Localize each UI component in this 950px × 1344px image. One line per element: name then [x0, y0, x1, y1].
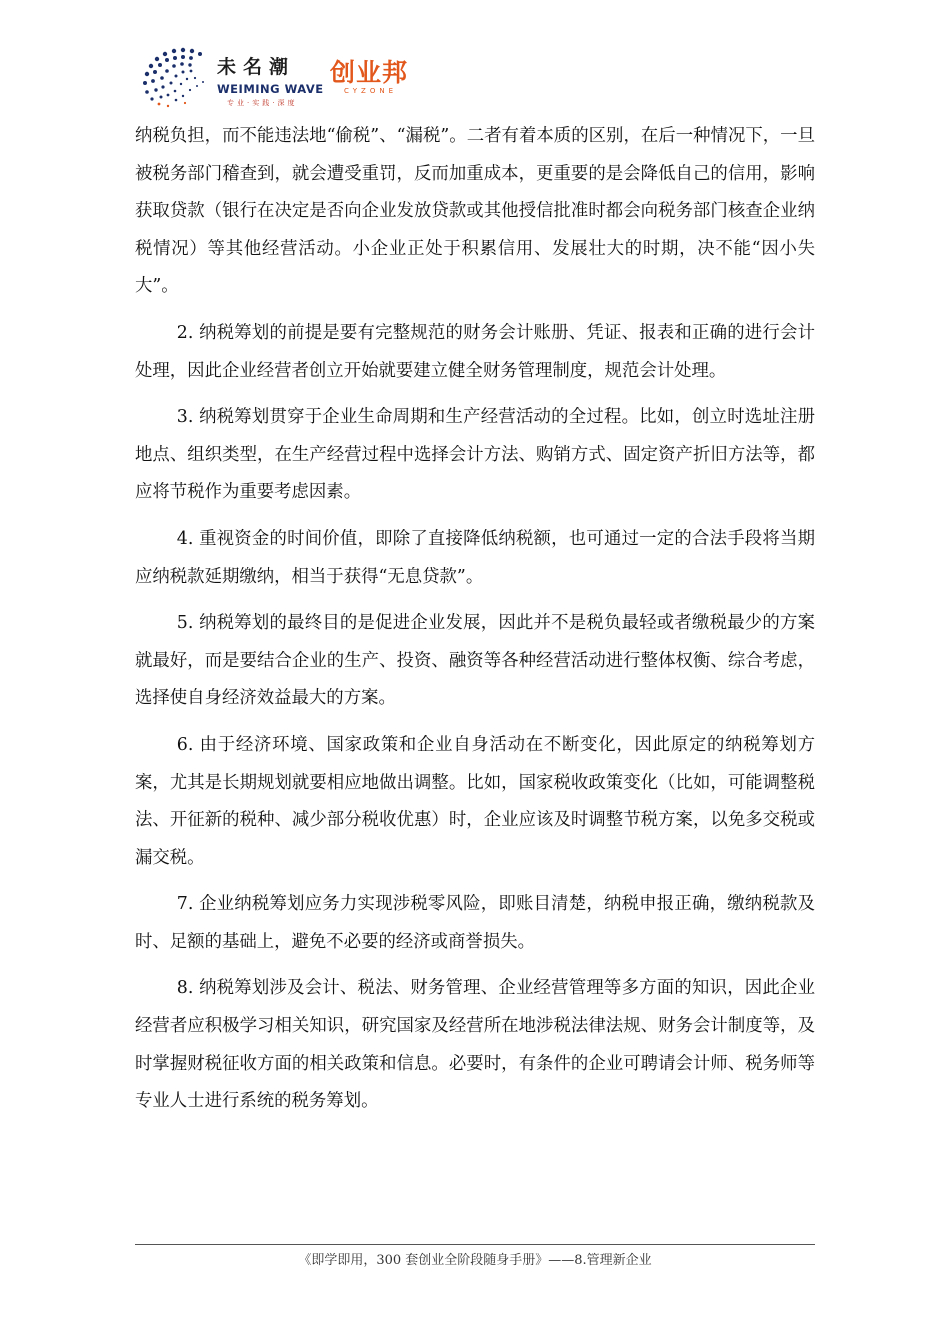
logo-english-name: WEIMING WAVE	[217, 82, 324, 96]
weiming-wave-wordmark	[217, 52, 324, 108]
cyzone-chinese-name: 创业邦	[330, 58, 409, 87]
cyzone-logo	[330, 59, 408, 95]
cyzone-english-name: CYZONE	[344, 87, 398, 95]
paragraph-continued: 纳税负担，而不能违法地“偷税”、“漏税”。二者有着本质的区别，在后一种情况下，一旦被税务部门稽查到，就会遭受重罚，反而加重成本，更重要的是会降低自己的信用，影响获取贷款（银行在决定是否向企业发放贷款或其他授信批准时都会向税务部门核查企业纳税情况）等其他经营活动。小企业正处于积累信用、发展壮大的时期，决不能“因小失大”。	[135, 126, 815, 297]
paragraph-item-6: 6. 由于经济环境、国家政策和企业自身活动在不断变化，因此原定的纳税筹划方案，尤其是长期规划就要相应地做出调整。比如，国家税收政策变化（比如，可能调整税法、开征新的税种、减少部分税收优惠）时，企业应该及时调整节税方案，以免多交税或漏交税。	[135, 734, 815, 868]
paragraph-item-7: 7. 企业纳税筹划应务力实现涉税零风险，即账目清楚，纳税申报正确，缴纳税款及时、足额的基础上，避免不必要的经济或商誉损失。	[135, 894, 815, 952]
logo-slogan: 专业·实践·深度	[227, 99, 298, 107]
page-footer: 《即学即用，300 套创业全阶段随身手册》——8.管理新企业	[298, 1253, 652, 1268]
paragraph-item-2: 2. 纳税筹划的前提是要有完整规范的财务会计账册、凭证、报表和正确的进行会计处理，因此企业经营者创立开始就要建立健全财务管理制度，规范会计处理。	[135, 322, 815, 381]
logo-chinese-name: 未名潮	[217, 56, 296, 78]
weiming-wave-logo-icon	[135, 40, 225, 110]
footer-divider	[135, 1244, 815, 1245]
paragraph-item-8: 8. 纳税筹划涉及会计、税法、财务管理、企业经营管理等多方面的知识，因此企业经营者应积极学习相关知识，研究国家及经营所在地涉税法律法规、财务会计制度等，及时掌握财税征收方面的相关政策和信息。必要时，有条件的企业可聘请会计师、税务师等专业人士进行系统的税务筹划。	[135, 978, 815, 1112]
document-body	[135, 118, 815, 1130]
page-header	[135, 40, 835, 115]
paragraph-item-4: 4. 重视资金的时间价值，即除了直接降低纳税额，也可通过一定的合法手段将当期应纳税款延期缴纳，相当于获得“无息贷款”。	[135, 528, 815, 587]
paragraph-item-5: 5. 纳税筹划的最终目的是促进企业发展，因此并不是税负最轻或者缴税最少的方案就最好，而是要结合企业的生产、投资、融资等各种经营活动进行整体权衡、综合考虑，选择使自身经济效益最大的方案。	[135, 613, 815, 709]
paragraph-item-3: 3. 纳税筹划贯穿于企业生命周期和生产经营活动的全过程。比如，创立时选址注册地点、组织类型，在生产经营过程中选择会计方法、购销方式、固定资产折旧方法等，都应将节税作为重要考虑因素。	[135, 407, 815, 503]
